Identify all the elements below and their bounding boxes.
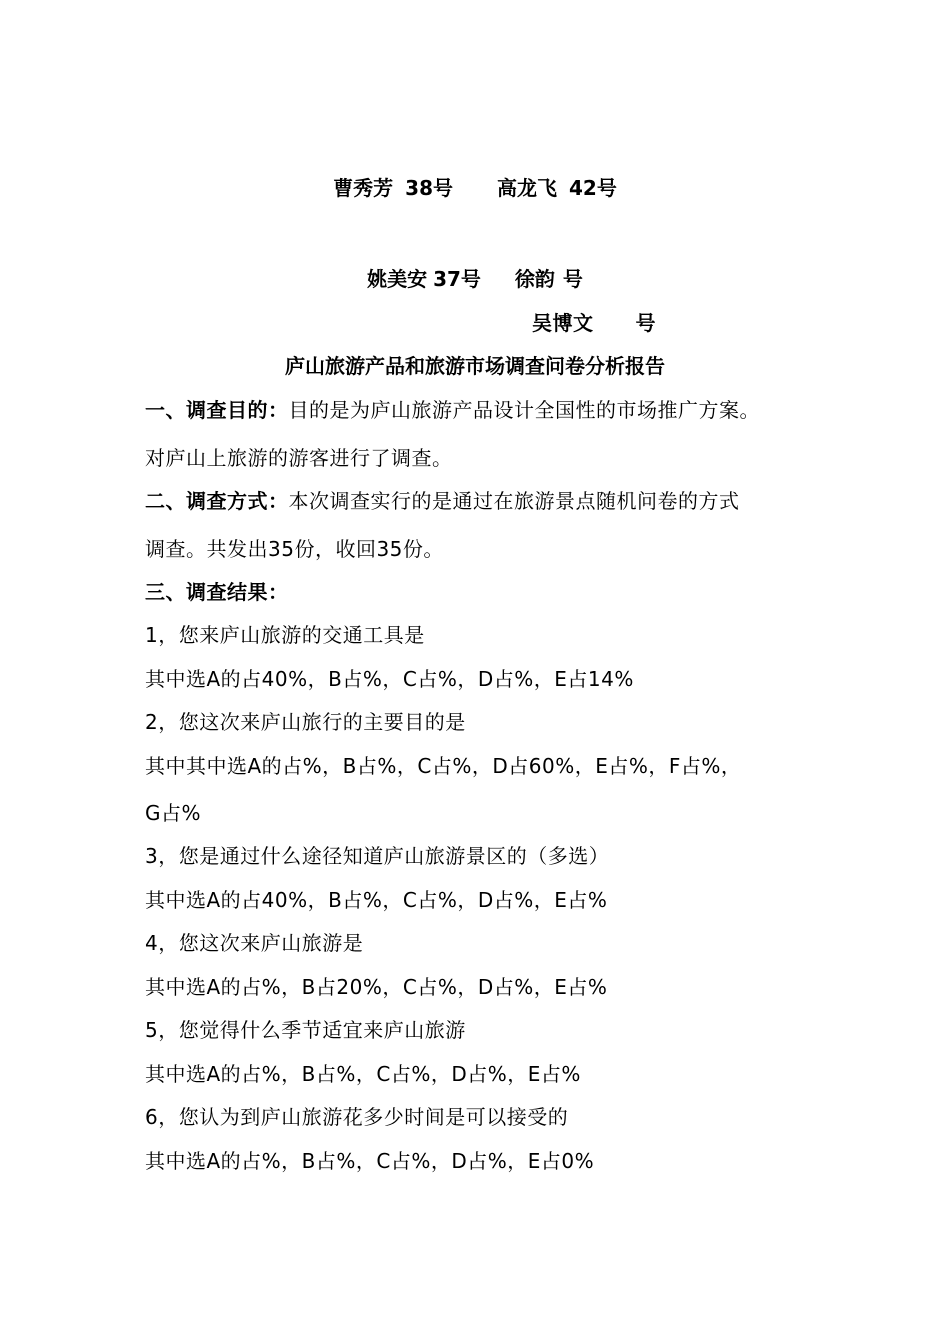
author-row-1 [0, 174, 950, 202]
author-name: 曹秀芳 [333, 176, 394, 200]
section-results-heading: 三、调查结果： [145, 580, 289, 604]
report-title: 庐山旅游产品和旅游市场调查问卷分析报告 [285, 354, 665, 378]
question-text: 1，您来庐山旅游的交通工具是 [145, 623, 425, 647]
section-purpose-cont: 对庐山上旅游的游客进行了调查。 [145, 446, 453, 470]
section-text: 本次调查实行的是通过在旅游景点随机问卷的方式 [288, 489, 740, 513]
answer-text: 其中选A的占%，B占%，C占%，D占%，E占0% [145, 1149, 595, 1173]
author-name: 姚美安 [367, 267, 428, 291]
question-text: 6，您认为到庐山旅游花多少时间是可以接受的 [145, 1105, 569, 1129]
author-row-3 [532, 309, 656, 337]
answer-text: 其中选A的占%，B占20%，C占%，D占%，E占% [145, 975, 608, 999]
section-method [145, 487, 740, 515]
answer-text: G占% [145, 801, 202, 825]
answer-text: 其中选A的占%，B占%，C占%，D占%，E占% [145, 1062, 581, 1086]
author-number: 42号 [569, 176, 617, 200]
author-name: 徐韵 [514, 267, 555, 291]
section-text: 目的是为庐山旅游产品设计全国性的市场推广方案。 [288, 398, 760, 422]
answer-text: 其中选A的占40%，B占%，C占%，D占%，E占% [145, 888, 608, 912]
author-name: 高龙飞 [497, 176, 557, 200]
question-text: 3，您是通过什么途径知道庐山旅游景区的（多选） [145, 844, 610, 868]
author-number: 号 [562, 267, 583, 291]
author-number: 号 [635, 311, 656, 335]
author-name: 吴博文 [532, 311, 594, 335]
question-text: 2，您这次来庐山旅行的主要目的是 [145, 710, 466, 734]
author-number: 37号 [433, 267, 481, 291]
section-heading: 一、调查目的： [145, 398, 289, 422]
question-text: 5，您觉得什么季节适宜来庐山旅游 [145, 1018, 466, 1042]
section-method-cont: 调查。共发出35份，收回35份。 [145, 537, 444, 561]
author-number: 38号 [405, 176, 453, 200]
author-row-2 [0, 265, 950, 293]
section-heading: 二、调查方式： [145, 489, 289, 513]
answer-text: 其中其中选A的占%，B占%，C占%，D占60%，E占%，F占%， [145, 754, 742, 778]
question-text: 4，您这次来庐山旅游是 [145, 931, 364, 955]
answer-text: 其中选A的占40%，B占%，C占%，D占%，E占14% [145, 667, 634, 691]
section-purpose [145, 396, 760, 424]
